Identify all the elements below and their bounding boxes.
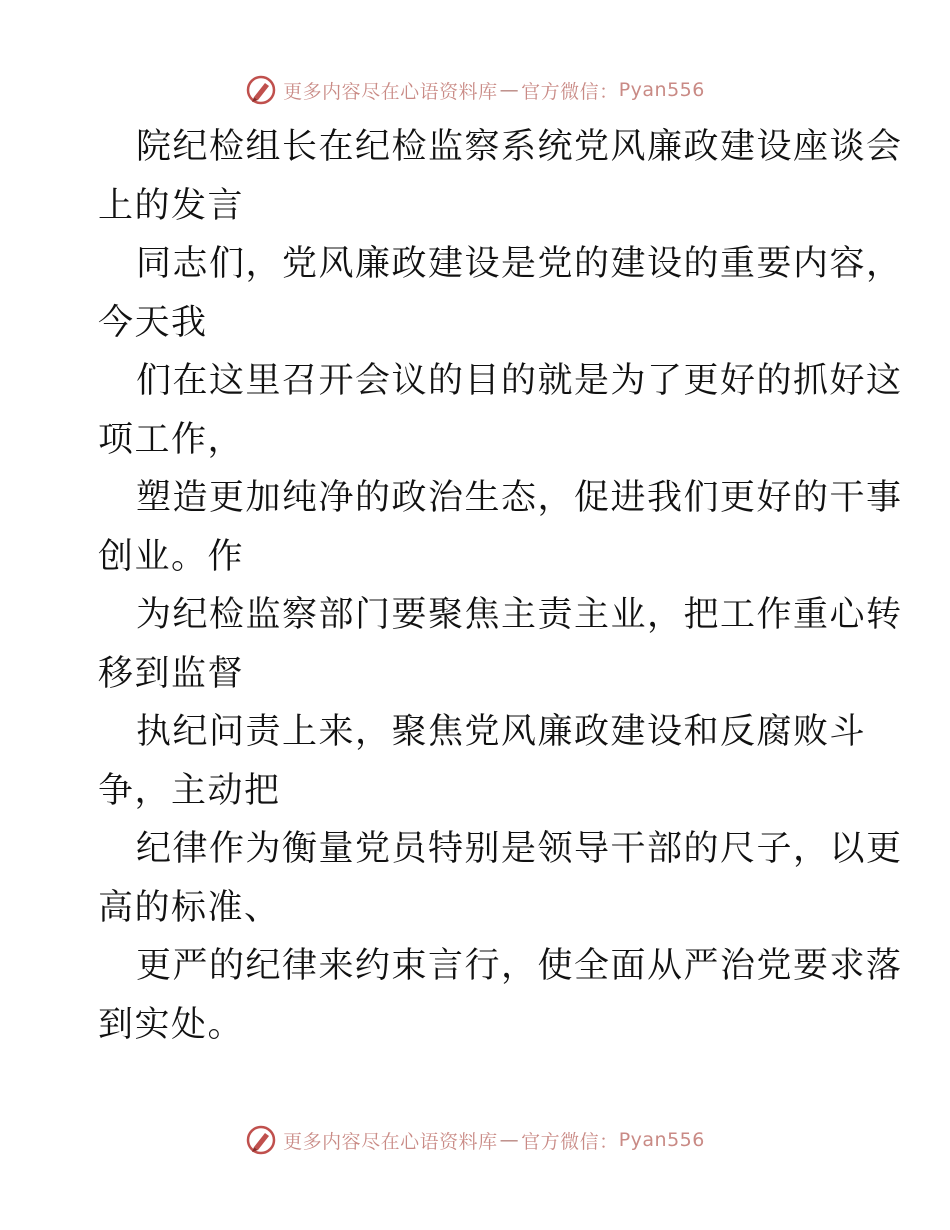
header-watermark — [0, 72, 950, 108]
paragraph-line-rest: 今天我 — [98, 302, 208, 343]
paragraph — [98, 469, 903, 586]
paragraph-line-first: 同志们，党风廉政建设是党的建设的重要内容， — [136, 244, 903, 284]
paragraph-title — [98, 118, 903, 235]
paragraph-line-rest: 高的标准、 — [98, 887, 281, 928]
paragraph-line-first: 院纪检组长在纪检监察系统党风廉政建设座谈会 — [136, 127, 903, 167]
paragraph-line-first: 为纪检监察部门要聚焦主责主业，把工作重心转 — [136, 595, 903, 635]
paragraph-line-first: 塑造更加纯净的政治生态，促进我们更好的干事 — [136, 478, 903, 518]
paragraph-line-first: 更严的纪律来约束言行，使全面从严治党要求落 — [136, 946, 903, 986]
paragraph — [98, 703, 867, 820]
watermark-wechat-id: Pyan556 — [618, 79, 705, 101]
paragraph-line-first: 们在这里召开会议的目的就是为了更好的抓好这 — [136, 361, 903, 401]
paragraph-line-rest: 到实处。 — [98, 1004, 245, 1045]
paragraph-line-rest: 创业。作 — [98, 536, 245, 577]
paragraph — [98, 820, 903, 937]
paragraph-line-rest: 争，主动把 — [98, 770, 281, 811]
watermark-separator: — — [499, 79, 520, 101]
watermark-wechat-id: Pyan556 — [618, 1129, 705, 1151]
document-body — [98, 118, 903, 1054]
watermark-main-text: 更多内容尽在心语资料库 — [283, 1130, 498, 1153]
pen-logo-icon — [245, 1124, 277, 1156]
watermark-wechat-label: 官方微信： — [521, 80, 619, 103]
pen-logo-icon — [245, 74, 277, 106]
watermark-wechat-label: 官方微信： — [521, 1130, 619, 1153]
paragraph — [98, 937, 903, 1054]
paragraph-line-first: 执纪问责上来，聚焦党风廉政建设和反腐败斗 — [136, 712, 867, 752]
paragraph-line-first: 纪律作为衡量党员特别是领导干部的尺子，以更 — [136, 829, 903, 869]
footer-watermark — [0, 1122, 950, 1158]
paragraph-line-rest: 移到监督 — [98, 653, 245, 694]
paragraph-line-rest: 上的发言 — [98, 185, 245, 226]
paragraph — [98, 235, 903, 352]
watermark-main-text: 更多内容尽在心语资料库 — [283, 80, 498, 103]
watermark-separator: — — [499, 1129, 520, 1151]
paragraph — [98, 352, 903, 469]
paragraph-line-rest: 项工作， — [98, 419, 245, 460]
paragraph — [98, 586, 903, 703]
